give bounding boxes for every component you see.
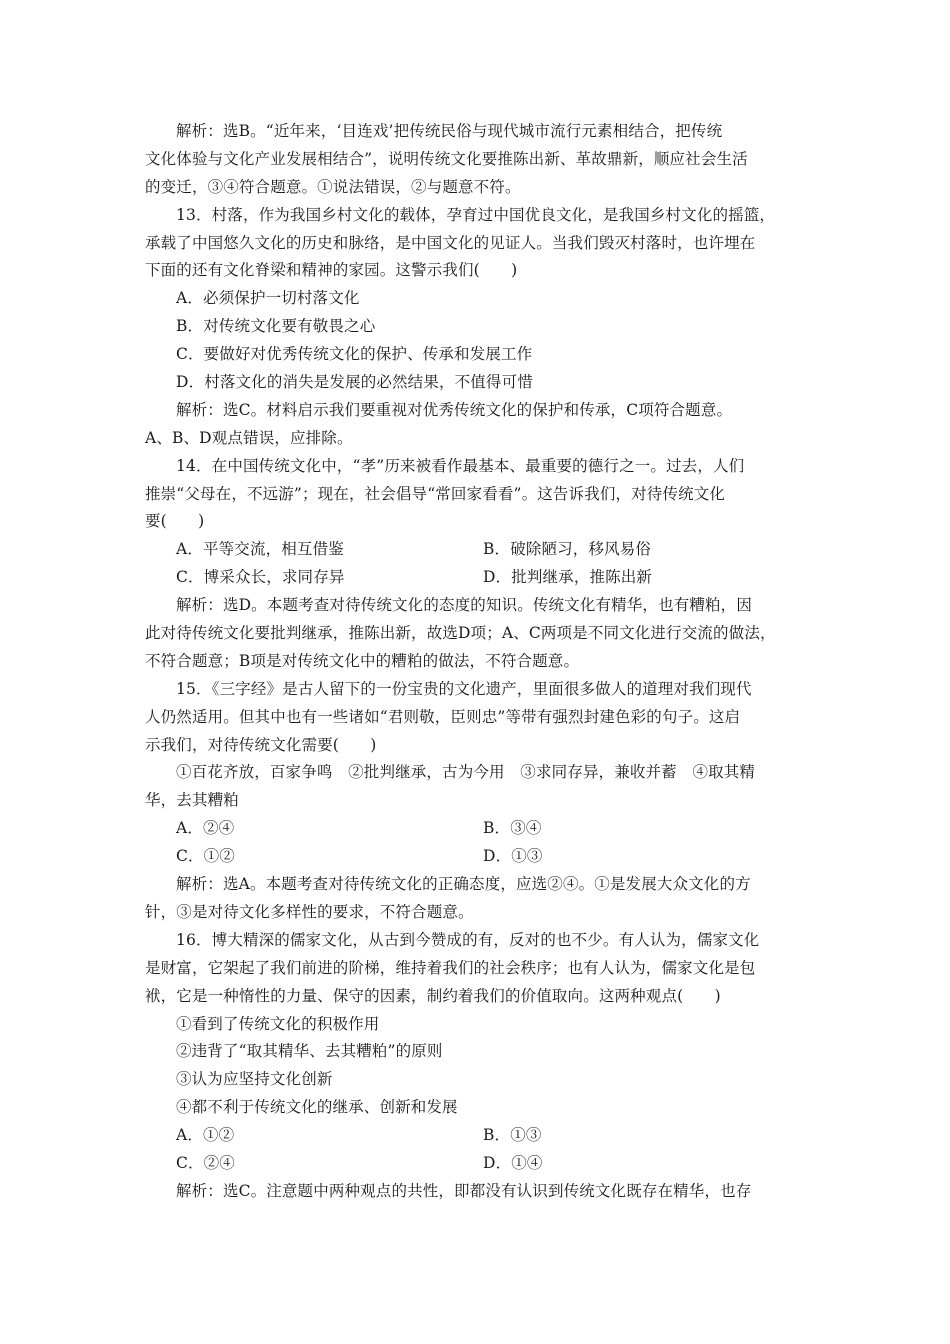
option-row	[145, 815, 810, 843]
text-line: ①看到了传统文化的积极作用	[176, 1014, 380, 1033]
text-line: ①百花齐放，百家争鸣 ②批判继承，古为今用 ③求同存异，兼收并蓄 ④取其精	[176, 763, 756, 782]
text-line: 针，③是对待文化多样性的要求，不符合题意。	[145, 902, 474, 921]
option-right: D．①④	[483, 1153, 543, 1172]
text-line: 是财富，它架起了我们前进的阶梯，维持着我们的社会秩序；也有人认为，儒家文化是包	[145, 958, 756, 977]
text-line: 15．《三字经》是古人留下的一份宝贵的文化遗产，里面很多做人的道理对我们现代	[176, 679, 752, 698]
option-row	[145, 1122, 810, 1150]
option-row	[145, 1150, 810, 1178]
text-line: 解析：选C。注意题中两种观点的共性，即都没有认识到传统文化既存在精华，也存	[176, 1181, 752, 1200]
option-right: D．①③	[483, 847, 543, 866]
text-line: 解析：选C。材料启示我们要重视对优秀传统文化的保护和传承，C项符合题意。	[176, 400, 733, 419]
option-row	[145, 564, 810, 592]
text-line: 袱，它是一种惰性的力量、保守的因素，制约着我们的价值取向。这两种观点( )	[145, 986, 721, 1005]
document-page	[145, 118, 810, 1206]
text-line: 不符合题意；B项是对传统文化中的糟粕的做法，不符合题意。	[145, 651, 580, 670]
text-line: 此对待传统文化要批判继承，推陈出新，故选D项；A、C两项是不同文化进行交流的做法，	[145, 624, 776, 643]
text-line: 13．村落，作为我国乡村文化的载体，孕育过中国优良文化，是我国乡村文化的摇篮，	[176, 205, 776, 224]
text-line: C．要做好对优秀传统文化的保护、传承和发展工作	[176, 345, 533, 364]
text-line: 的变迁，③④符合题意。①说法错误，②与题意不符。	[145, 177, 521, 196]
text-line: 14．在中国传统文化中，“孝”历来被看作最基本、最重要的德行之一。过去，人们	[176, 456, 745, 475]
option-right: B．破除陋习，移风易俗	[483, 540, 652, 559]
text-line: 下面的还有文化脊梁和精神的家园。这警示我们( )	[145, 261, 518, 280]
text-line: A．必须保护一切村落文化	[176, 289, 360, 308]
text-line: 华，去其糟粕	[145, 791, 239, 810]
text-line: 推崇“父母在，不远游”；现在，社会倡导“常回家看看”。这告诉我们，对待传统文化	[145, 484, 726, 503]
text-line: 解析：选A。本题考查对待传统文化的正确态度，应选②④。①是发展大众文化的方	[176, 875, 751, 894]
option-right: B．③④	[483, 819, 542, 838]
text-line: ②违背了“取其精华、去其糟粕”的原则	[176, 1042, 443, 1061]
option-left: C．②④	[176, 1153, 235, 1172]
text-line: ③认为应坚持文化创新	[176, 1070, 333, 1089]
text-line: 承载了中国悠久文化的历史和脉络，是中国文化的见证人。当我们毁灭村落时，也许埋在	[145, 233, 756, 252]
text-line: 示我们，对待传统文化需要( )	[145, 735, 377, 754]
text-line: 文化体验与文化产业发展相结合”，说明传统文化要推陈出新、革故鼎新，顺应社会生活	[145, 149, 748, 168]
text-line: 解析：选D。本题考查对待传统文化的态度的知识。传统文化有精华，也有糟粕，因	[176, 596, 752, 615]
option-left: C．博采众长，求同存异	[176, 568, 345, 587]
option-row	[145, 843, 810, 871]
text-line: B．对传统文化要有敬畏之心	[176, 317, 376, 336]
option-row	[145, 536, 810, 564]
text-line: 16．博大精深的儒家文化，从古到今赞成的有，反对的也不少。有人认为，儒家文化	[176, 930, 760, 949]
text-line: 人仍然适用。但其中也有一些诸如“君则敬，臣则忠”等带有强烈封建色彩的句子。这启	[145, 707, 741, 726]
option-left: A．②④	[176, 819, 235, 838]
option-left: A．平等交流，相互借鉴	[176, 540, 344, 559]
option-left: A．①②	[176, 1126, 235, 1145]
text-line: D．村落文化的消失是发展的必然结果，不值得可惜	[176, 373, 533, 392]
text-line: 要( )	[145, 512, 205, 531]
text-line: 解析：选B。“近年来，‘目连戏’把传统民俗与现代城市流行元素相结合，把传统	[176, 122, 723, 140]
text-line: ④都不利于传统文化的继承、创新和发展	[176, 1098, 458, 1117]
text-line: A、B、D观点错误，应排除。	[145, 428, 353, 447]
option-right: D．批判继承，推陈出新	[483, 568, 653, 587]
option-right: B．①③	[483, 1126, 542, 1145]
option-left: C．①②	[176, 847, 235, 866]
